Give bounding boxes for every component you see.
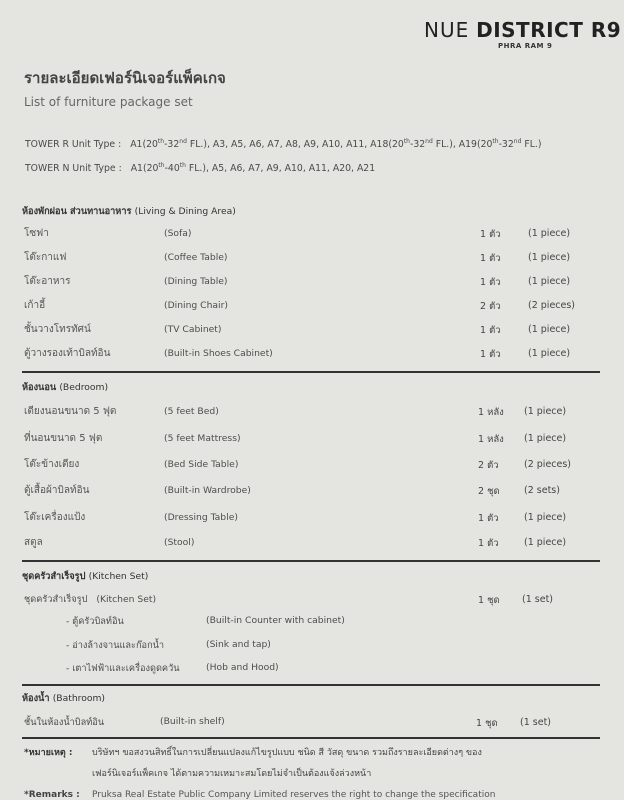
item-thai: สตูล	[24, 537, 43, 548]
item-english: (Bed Side Table)	[164, 459, 239, 470]
tower-n-unit-types: TOWER N Unit Type : A1(20th-40th FL.), A5, A6, A7, A9, A10, A11, A20, A21	[25, 162, 376, 175]
section-heading-living: ห้องพักผ่อน ส่วนทานอาหาร (Living & Dining Area)	[22, 206, 236, 217]
item-qty-english: (1 set)	[522, 594, 553, 605]
item-qty-english: (1 piece)	[524, 537, 567, 548]
item-thai: โต๊ะข้างเตียง	[24, 459, 80, 470]
kitchen-sub-thai: - ตู้ครัวบิลท์อิน	[66, 616, 124, 627]
item-qty-thai: 2 ชุด	[478, 486, 500, 497]
item-qty-english: (2 pieces)	[524, 459, 572, 470]
item-qty-thai: 1 ตัว	[480, 349, 501, 360]
item-qty-thai: 1 ตัว	[478, 513, 499, 524]
page-title-thai: รายละเอียดเฟอร์นิเจอร์แพ็คเกจ	[24, 69, 226, 87]
kitchen-sub-english: (Built-in Counter with cabinet)	[206, 615, 345, 626]
item-qty-thai: 2 ตัว	[478, 460, 499, 471]
item-qty-thai: 1 ชุด	[476, 718, 498, 729]
item-english: (Built-in shelf)	[160, 716, 225, 727]
item-qty-english: (1 piece)	[528, 228, 571, 239]
brand-prefix: NUE	[424, 18, 470, 42]
item-qty-english: (2 pieces)	[528, 300, 576, 311]
item-qty-thai: 2 ตัว	[480, 301, 501, 312]
item-english: (Coffee Table)	[164, 252, 228, 263]
item-english: (5 feet Mattress)	[164, 433, 241, 444]
item-thai: ที่นอนขนาด 5 ฟุต	[24, 433, 103, 444]
item-english: (Stool)	[164, 537, 195, 548]
tower-r-label: TOWER R Unit Type :	[25, 139, 122, 151]
section-divider	[22, 371, 600, 373]
item-qty-english: (1 piece)	[524, 512, 567, 523]
item-english: (Dining Chair)	[164, 300, 228, 311]
section-heading-bedroom: ห้องนอน (Bedroom)	[22, 382, 109, 393]
note-label: *หมายเหตุ :	[24, 748, 73, 758]
item-qty-english: (1 piece)	[528, 276, 571, 287]
kitchen-sub-thai: - เตาไฟฟ้าและเครื่องดูดควัน	[66, 663, 180, 674]
item-thai: โต๊ะกาแฟ	[24, 252, 67, 263]
item-qty-thai: 1 หลัง	[478, 434, 504, 445]
brand-logo	[424, 18, 621, 42]
item-english: (Built-in Wardrobe)	[164, 485, 251, 496]
section-divider	[22, 684, 600, 686]
item-thai: เตียงนอนขนาด 5 ฟุต	[24, 406, 117, 417]
item-qty-english: (1 piece)	[528, 348, 571, 359]
item-english: (Sofa)	[164, 228, 192, 239]
item-thai: โซฟา	[24, 228, 49, 239]
item-qty-thai: 1 ตัว	[480, 325, 501, 336]
section-heading-kitchen: ชุดครัวสำเร็จรูป (Kitchen Set)	[22, 571, 149, 582]
item-english: (Dining Table)	[164, 276, 228, 287]
item-qty-english: (1 set)	[520, 717, 551, 728]
tower-n-label: TOWER N Unit Type :	[25, 163, 122, 175]
section-divider	[22, 737, 600, 739]
item-qty-english: (1 piece)	[528, 252, 571, 263]
item-thai: โต๊ะอาหาร	[24, 276, 71, 287]
note-line-1: บริษัทฯ ขอสงวนสิทธิ์ในการเปลี่ยนแปลงแก้ไขรูปแบบ ชนิด สี วัสดุ ขนาด รวมถึงรายละเอียดต่างๆ ของ	[92, 748, 482, 758]
section-divider	[22, 560, 600, 562]
tower-r-unit-types: TOWER R Unit Type : A1(20th-32nd FL.), A3, A5, A6, A7, A8, A9, A10, A11, A18(20th-32nd FL.), A19(20th-32nd FL.)	[25, 138, 542, 151]
section-heading-bathroom: ห้องน้ำ (Bathroom)	[22, 693, 105, 704]
item-thai: ตู้วางรองเท้าบิลท์อิน	[24, 348, 111, 359]
item-qty-thai: 1 ตัว	[478, 538, 499, 549]
item-english: (Built-in Shoes Cabinet)	[164, 348, 273, 359]
item-english: (Dressing Table)	[164, 512, 238, 523]
item-qty-thai: 1 ตัว	[480, 253, 501, 264]
item-qty-english: (1 piece)	[528, 324, 571, 335]
item-qty-thai: 1 ชุด	[478, 595, 500, 606]
kitchen-sub-english: (Hob and Hood)	[206, 662, 279, 673]
page-title-english: List of furniture package set	[24, 95, 193, 109]
brand-subtitle: PHRA RAM 9	[498, 42, 553, 50]
item-qty-thai: 1 ตัว	[480, 277, 501, 288]
item-qty-english: (1 piece)	[524, 406, 567, 417]
item-thai: โต๊ะเครื่องแป้ง	[24, 512, 86, 523]
kitchen-sub-english: (Sink and tap)	[206, 639, 271, 650]
item-thai: เก้าอี้	[24, 300, 46, 311]
remark-label: *Remarks :	[24, 790, 80, 800]
item-qty-thai: 1 ตัว	[480, 229, 501, 240]
note-line-2: เฟอร์นิเจอร์แพ็คเกจ ได้ตามความเหมาะสมโดยไม่จำเป็นต้องแจ้งล่วงหน้า	[92, 769, 372, 779]
item-qty-thai: 1 หลัง	[478, 407, 504, 418]
item-thai: ชุดครัวสำเร็จรูป (Kitchen Set)	[24, 594, 157, 605]
item-thai: ตู้เสื้อผ้าบิลท์อิน	[24, 485, 90, 496]
item-english: (5 feet Bed)	[164, 406, 219, 417]
item-thai: ชั้นวางโทรทัศน์	[24, 324, 91, 335]
item-qty-english: (2 sets)	[524, 485, 560, 496]
kitchen-sub-thai: - อ่างล้างจานและก๊อกน้ำ	[66, 640, 165, 651]
item-qty-english: (1 piece)	[524, 433, 567, 444]
remark-text: Pruksa Real Estate Public Company Limited reserves the right to change the specification	[92, 790, 496, 800]
brand-name: DISTRICT R9	[476, 18, 622, 42]
item-thai: ชั้นในห้องน้ำบิลท์อิน	[24, 717, 105, 728]
item-english: (TV Cabinet)	[164, 324, 222, 335]
